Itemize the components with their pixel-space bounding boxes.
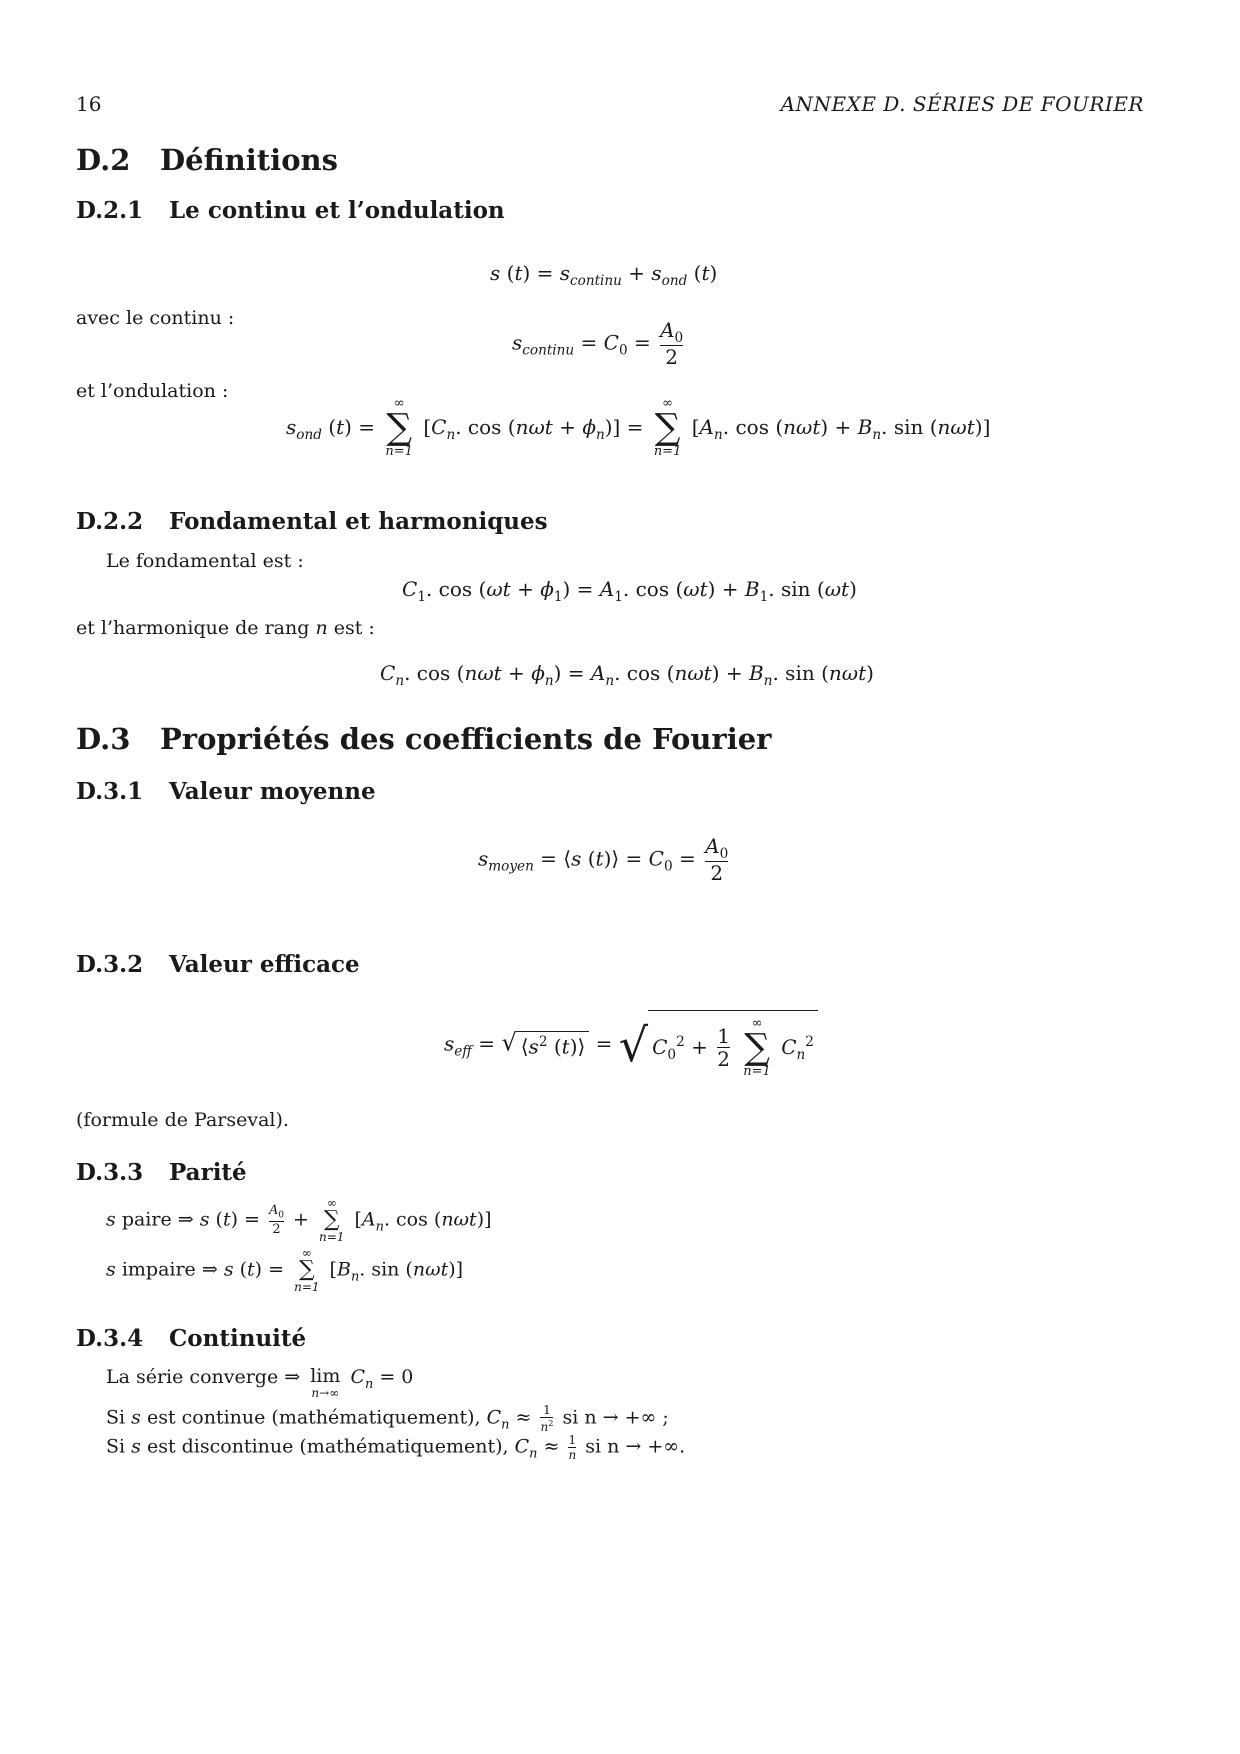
running-title: ANNEXE D. SÉRIES DE FOURIER: [780, 92, 1144, 116]
page-number: 16: [76, 92, 102, 116]
text-paire: paire: [121, 1208, 172, 1231]
equation-parite-paire: s paire ⇒ s (t) = $\frac{A_0}{2}$ + ∞ ∑ n=1 [$A_n$. cos (nωt)]: [106, 1196, 492, 1245]
subsection-title: Le continu et l’ondulation: [169, 197, 505, 224]
text-harmonique-rang: et l’harmonique de rang: [76, 617, 310, 639]
subsection-number: D.2.2: [76, 508, 144, 535]
subsection-heading-d31: [76, 778, 376, 805]
section-title: Définitions: [160, 143, 338, 177]
subsection-number: D.3.3: [76, 1159, 144, 1186]
section-number: D.3: [76, 722, 131, 756]
text-impaire: impaire: [121, 1258, 196, 1281]
equation-s-decomposition: s $(t) = s_{continu} + s_{ond}$ (t): [490, 261, 718, 289]
equation-parite-impaire: s impaire ⇒ s (t) = ∞ ∑ n=1 [$B_n$. sin (nωt)]: [106, 1246, 464, 1295]
paragraph-et-ondulation: et l’ondulation :: [76, 380, 229, 402]
subsection-title: Parité: [169, 1159, 247, 1186]
equation-valeur-efficace: $s_{eff}$ = √ $⟨s^2$ (t)⟩ = √ $C_0^2$ + $\frac{1}{2}$ ∞ ∑ n=1 $C_n^2$: [444, 1010, 818, 1080]
paragraph-avec-continu: avec le continu :: [76, 307, 235, 329]
paragraph-fondamental: Le fondamental est :: [106, 550, 304, 572]
text-harmonique-n: n: [315, 617, 328, 639]
section-title: Propriétés des coefficients de Fourier: [160, 722, 772, 756]
subsection-number: D.3.2: [76, 951, 144, 978]
subsection-title: Continuité: [169, 1325, 307, 1352]
equation-continu: $s_{continu} = C_0$ = $\frac{A_0}{2}$: [512, 318, 684, 370]
line-discontinue: Si s est discontinue (mathématiquement), $C_n$ ≈ $\frac{1}{n}$ si n → +∞.: [106, 1433, 686, 1462]
text-harmonique-est: est :: [333, 617, 375, 639]
paragraph-parseval: (formule de Parseval).: [76, 1109, 289, 1131]
section-number: D.2: [76, 143, 131, 177]
subsection-title: Valeur moyenne: [169, 778, 376, 805]
subsection-heading-d33: [76, 1159, 247, 1186]
text-est-continue: est continue (mathématiquement),: [146, 1406, 481, 1429]
equation-fondamental: $C_1$. $\cos (\omega t + \phi_1) = A_1$. $\cos (\omega t) + B_1$. sin (ωt): [402, 577, 857, 605]
subsection-title: Valeur efficace: [169, 951, 360, 978]
line-continue: Si s est continue (mathématiquement), $C_n$ ≈ $\frac{1}{n^2}$ si n → +∞ ;: [106, 1403, 669, 1434]
text-si: Si: [106, 1406, 126, 1429]
subsection-heading-d32: [76, 951, 360, 978]
text-si: Si: [106, 1435, 126, 1458]
text-serie-converge: La série converge: [106, 1366, 279, 1388]
subsection-number: D.2.1: [76, 197, 144, 224]
paragraph-harmonique: [76, 617, 375, 639]
subsection-heading-d34: [76, 1325, 306, 1352]
subsection-title: Fondamental et harmoniques: [169, 508, 548, 535]
subsection-number: D.3.1: [76, 778, 144, 805]
section-heading-d3: [76, 722, 771, 756]
line-serie-converge: La série converge ⇒ lim n→∞ $C_n = 0$: [106, 1365, 414, 1400]
subsection-heading-d21: [76, 197, 505, 224]
section-heading-d2: [76, 143, 338, 177]
equation-valeur-moyenne: $s_{moyen}$ = ⟨s (t)⟩ = $C_0$ = $\frac{A_0}{2}$: [478, 834, 729, 886]
equation-ondulation: $s_{ond}$ (t) = ∞ ∑ n=1 [$C_n$. $\cos (n\omega t + \phi_n)$] = ∞ ∑ n=1 [$A_n$. $\cos (n\omega t) + B_n$. sin (nωt)]: [286, 396, 991, 460]
subsection-number: D.3.4: [76, 1325, 144, 1352]
text-est-discontinue: est discontinue (mathématiquement),: [146, 1435, 509, 1458]
subsection-heading-d22: [76, 508, 548, 535]
text-si-n-inf-2: si n → +∞.: [585, 1435, 686, 1458]
text-si-n-inf-1: si n → +∞ ;: [562, 1406, 669, 1429]
equation-harmonique: $C_n$. $\cos (n\omega t + \phi_n) = A_n$. $\cos (n\omega t) + B_n$. sin (nωt): [380, 661, 874, 689]
